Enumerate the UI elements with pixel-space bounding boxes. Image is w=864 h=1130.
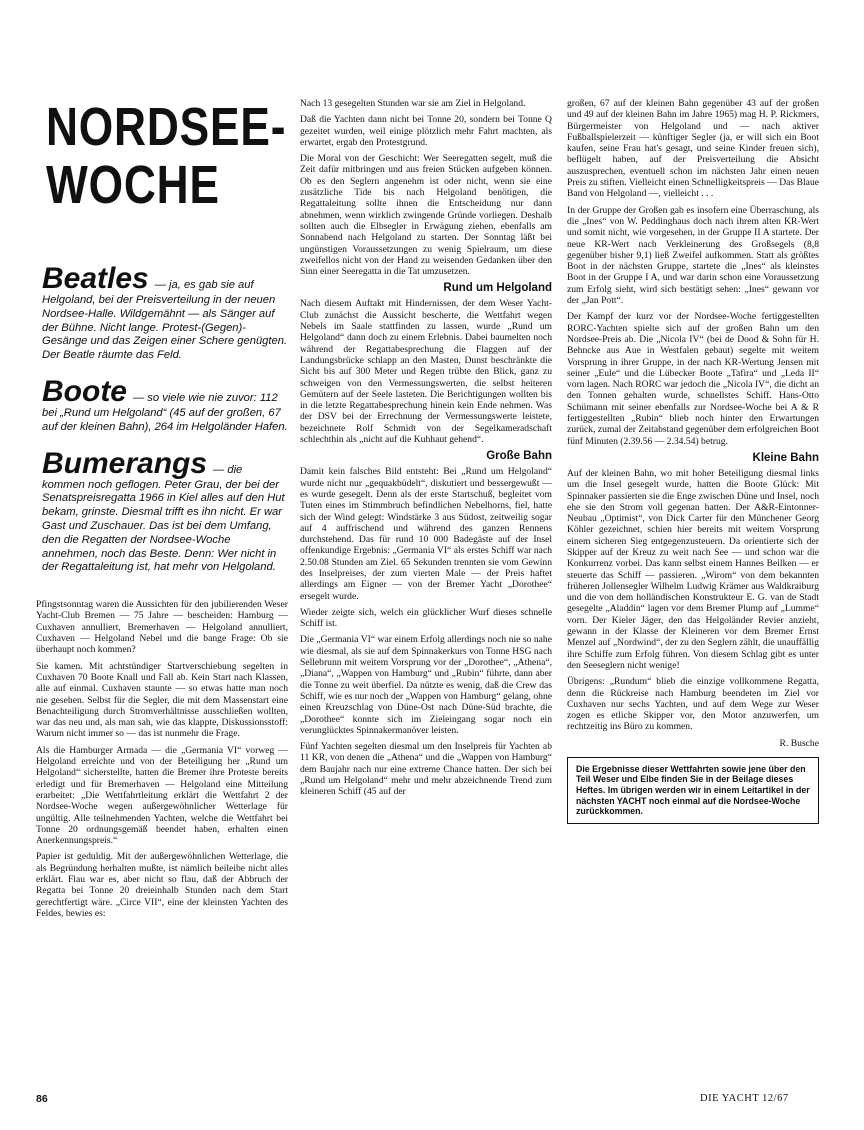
paragraph: Übrigens: „Rundum“ blieb die einzige vollkommene Regatta, denn die Rückreise nach Hamburg beendeten im Ziel vor Cuxhaven nur sechs Yachten, und auf dem Wege zur Weser zogen es etliche Skipper vor, den Motor anzuwerfen, um rechtzeitig ins Büro zu kommen. <box>567 676 819 733</box>
author-signature: R. Busche <box>779 737 819 749</box>
paragraph: Nach 13 gesegelten Stunden war sie am Ziel in Helgoland. <box>300 98 526 109</box>
brief-bumerangs <box>42 446 288 576</box>
brief-keyword: Bumerangs <box>42 446 208 480</box>
subhead-kleine-bahn: Kleine Bahn <box>752 451 819 464</box>
paragraph: Wieder zeigte sich, welch ein glücklicher Wurf dieses schnelle Schiff ist. <box>300 606 552 630</box>
paragraph: Der Kampf der kurz vor der Nordsee-Woche fertiggestellten RORC-Yachten spielte sich auf der großen Bahn um den Nordsee-Preis ab. Die „Nicola IV“ (bei de Dood & Sohn für H. Behncke aus Aue in Westfalen gebaut) segelte mit weitem Vorsprung in ihrer Gruppe, in der nach KR-Wertung Jensen mit seiner „Eule“ und die Lübecker Boote „Tafira“ und „Leda II“ vorn lagen. Nach RORC war jedoch die „Nicola IV“, die dicht an den Tonnen gehalten wurde, schnellstes Schiff. Hans-Otto Schümann mit seiner ebenfalls zur Nordsee-Woche bei A & R fertiggestellten „Rubin“ blieb noch hinter den Erwartungen zurück, zumal der Zeitabstand gegenüber dem erfolgreichen Boot fünf Minuten (2.39.56 — 2.34.54) betrug. <box>567 311 819 447</box>
paragraph: In der Gruppe der Großen gab es insofern eine Überraschung, als die „Ines“ von W. Peddinghaus doch nach ihrem alten KR-Wert und somit nicht, wie vorgesehen, in der Gruppe II A startete. Der neue KR-Wert nach Verkleinerung des Großsegels (8,8 gegenüber bisher 9,1) ließ Zweifel aufkommen. Statt als größtes Boot in der nächsten Gruppe, startete die „Ines“ als kleinstes Boot in der Gruppe I A, und war darin schon eine Voraussetzung zum Erfolg sieht, wird sich bestätigt sehen: „Ines“ gewann vor der „Jan Pott“. <box>567 204 819 307</box>
brief-text: — die kommen noch geflogen. Peter Grau, der bei der Senatspreisregatta 1966 in Kiel alles auf den Hut bekam, grinste. Diesmal trifft es ihn nicht. Er war Gast und Zuschauer. Das ist bei dem Umfang, den die Regatten der Nordsee-Woche annehmen, noch das Beste. Denn: Wer nicht in der Regattaleitung ist, hat mehr von Helgoland. <box>42 463 285 574</box>
paragraph: Auf der kleinen Bahn, wo mit hoher Beteiligung diesmal links um die Insel gesegelt wurde, hatten die Boote Glück: Mit Spinnaker passierten sie die Enge zwischen Düne und Insel, noch ehe sie den Strom voll gegenan hatten. Der A&R-Eintonner-Neubau „Optimist“, von Dick Carter für den Münchener Georg Köhler gezeichnet, schien hier bereits mit weitem Vorsprung einem sicheren Sieg entgegenzusteuern. Da orientierte sich der Skipper auf der Kreuz zu weit nach See — und schon war die Konkurrenz vorbei. Das kann selbst einem Hannes Beilken — er steuerte das Schiff — passieren. „Wirom“ von dem bekannten früheren Jollensegler Wilhelm Ludwig Krämer aus Waldkraiburg und die von dem holländischen Konstrukteur E. G. van de Stadt gesegelte „Aladdin“ lagen vor dem Bremer Plump auf „Lumme“ vorn. Der Kieler Jäger, den das Helgoländer Revier anzieht, gewann in der Klasse der Kleineren vor dem Bremer Ernst Menzel auf „Nordwind“, der zu den Seglern zählt, die unauffällig ihre Schiffe zum Erfolg führen. Von diesem Schlag gibt es unter den Seeseglern nicht wenige! <box>567 467 819 671</box>
paragraph: Als die Hamburger Armada — die „Germania VI“ vorweg — Helgoland erreichte und von der Beteiligung her „Rund um Helgoland“ sicherstellte, hatten die Bremer ihre Proteste bereits erledigt und für Bremerhaven — Helgoland eine Mitteilung erarbeitet: „Die Wettfahrtleitung erklärt die Wettfahrt 2 der Nordsee-Woche wegen außergewöhnlicher Wetterlage für ungültig. Alle teilnehmenden Yachten, welche die Wettfahrt bei Tonne 20 ordnungsgemäß beendet haben, erhalten einen Anerkennungspreis.“ <box>36 744 288 847</box>
paragraph: Fünf Yachten segelten diesmal um den Inselpreis für Yachten ab 11 KR, von denen die „Athena“ und die „Wappen von Hamburg“ dem Baujahr nach nur eine extreme Chance hatten. Der sich bei „Rund um Helgoland“ mehr und mehr abzeichnende Trend zum kleineren Schiff (45 auf der <box>300 741 552 798</box>
brief-beatles <box>42 264 288 363</box>
paragraph: Papier ist geduldig. Mit der außergewöhnlichen Wetterlage, die als Begründung herhalten mußte, ist nämlich beileibe nicht alles erklärt. Flau war es, aber nicht so flau, daß der Abbruch der Regatta bei Tonne 20 dreieinhalb Stunden nach dem Start gerechtfertigt wäre. „Circe VII“, eine der kleinsten Yachten des Feldes, bewies es: <box>36 851 288 919</box>
paragraph: Die „Germania VI“ war einem Erfolg allerdings noch nie so nahe wie diesmal, als sie auf dem Spinnakerkurs von Tonne HSG nach Sellebrunn mit weitem Vorsprung vor der „Dorothee“, „Athena“, „Diana“, „Wappen von Hamburg“ und „Rubin“ führte, dann aber die Tonne zu weit überfiel. Da nützte es wenig, daß die Crew das Schiff, wie es nur noch der „Wappen von Hamburg“ gelang, ohne einen Kreuzschlag von Düne-Ost nach Düne-Süd brachte, die „Dorothee“ konnte sich im Zieleingang sogar noch ein verunglücktes Spinnakermanöver leisten. <box>300 634 552 736</box>
paragraph: Damit kein falsches Bild entsteht: Bei „Rund um Helgoland“ wurde nicht nur „gequakbüdelt“, diskutiert und bessergewußt — es wurde gesegelt. Denn als der erste Startschuß, begleitet vom Tuten eines im Stimmbruch befindlichen Nebelhorns, fiel, hatte sich der Wind gelegt: Windstärke 3 aus Südost, zeitweilig sogar auf 4 auffrischend und während des ganzen Rennens durchstehend. Das für rund 10 000 Badegäste auf der Insel offenkundige Ergebnis: „Germania VI“ als erstes Schiff war nach 2.50.08 Stunden am Ziel. 65 Sekunden trennten sie vom Gewinn des Inselpreises, der zum vierten Male — der Preis haftet allerdings am Eigner — von der Bremer Yacht „Dorothee“ ersegelt wurde. <box>300 466 552 602</box>
paragraph: Sie kamen. Mit achtstündiger Startverschiebung segelten in Cuxhaven 70 Boote Knall und Fall ab. Kein Start nach Klassen, alle auf einmal. Cuxhaven staunte — so etwas hatte man noch nie gesehen. Selbst für die Segler, die mit dem Massenstart eine Benachteiligung durch Stromverhältnisse ausschließen wollten, war das neu und, als man sah, wie das klappte, Diskussionsstoff: Warum nicht immer so — das ist nunmehr die Frage. <box>36 660 288 740</box>
right-column <box>567 98 819 824</box>
results-notice-box: Die Ergebnisse dieser Wettfahrten sowie jene über den Teil Weser und Elbe finden Sie in der Beilage dieses Heftes. Im übrigen werden wir in einem Leitartikel in der nächsten YACHT noch einmal auf die Nordsee-Woche zurückkommen. <box>567 757 819 824</box>
paragraph: Daß die Yachten dann nicht bei Tonne 20, sondern bei Tonne Q gezeitet wurden, weil einige plötzlich mehr Fahrt machten, als erwartet, ergab den Protestgrund. <box>300 114 552 148</box>
article-title-line-2: WOCHE <box>46 155 220 215</box>
article-title-line-1: NORDSEE- <box>46 97 287 157</box>
middle-column <box>300 98 552 803</box>
paragraph: Die Moral von der Geschicht: Wer Seeregatten segelt, muß die Zeit dafür mitbringen und aus freien Stücken aufgeben können. Ob es den Seglern angenehm ist oder nicht, wenn sie eine zusätzliche Tide bis nach Helgoland benötigen, die Regattaleitung sollte ihnen die Entscheidung nur dann abnehmen, wenn wirklich zwingende Gründe vorliegen. Deshalb sollten auch die Elbsegler in Erwägung ziehen, ebenfalls am Sonnabend nach Helgoland zu starten. Der Sonntag läßt bei ungünstigen Voraussetzungen zu wenig Spielraum, um diese zweifellos nicht von der Hand zu weisenden Gedanken über den Sinn einer Seeregatta in die Tat umzusetzen. <box>300 153 552 278</box>
left-body-text <box>36 599 288 919</box>
article-title <box>46 97 287 215</box>
brief-boote <box>42 374 288 435</box>
left-column <box>36 98 288 924</box>
paragraph: großen, 67 auf der kleinen Bahn gegenüber 43 auf der großen und 49 auf der kleinen Bahn im Jahre 1965) mag H. P. Rickmers, Bürgermeister von Helgoland und — nach aktiver Fußballspielerzeit — künftiger Segler (ja, er will sich ein Boot kaufen, seine Frau hat's gesagt, und seine Kinder freuen sich), beflügelt haben, auf der Preisverteilung die Absicht auszusprechen, eventuell schon im nächsten Jahr einen neuen Preis zu stiften. Vielleicht einen Schnelligkeitspreis — Das Blaue Band von Helgoland —, vielleicht . . . <box>567 98 819 200</box>
magazine-issue: DIE YACHT 12/67 <box>700 1093 789 1104</box>
brief-text: — ja, es gab sie auf Helgoland, bei der Preisverteilung in der neuen Nordsee-Halle. Wildgemähnt — als Sänger auf der Bühne. Nicht lange. Protest-(Gegen)-Gesänge und das Zeigen einer Schere genügten. Der Beatle räumte das Feld. <box>42 279 288 362</box>
paragraph: Nach diesem Auftakt mit Hindernissen, der dem Weser Yacht-Club zunächst die Aussicht bescherte, die Wettfahrt wegen Nebels im Saale stattfinden zu lassen, wurde „Rund um Helgoland“ dann doch zu einem Erlebnis. Dabei baumelten noch während der Regattabesprechung die Flaggen auf der Landungsbrücke schlapp an den Masten, Dunst beschränkte die Sicht bis auf 300 Meter und Regen trübte den Blick, ganz zu schweigen von den Vermessungswerten, die selbst heiteren Gemütern auf der Seele lasteten. Die Berichtigungen wollten bis in die letzte Regattabesprechung hinein kein Ende nehmen. Was der DSV bei der Errechnung der Vermessungswerte leistete, bezeichnete Rolf Schmidt von der Segelkameradschaft schlechthin als „nicht auf die Kuhhaut gehend“. <box>300 298 552 446</box>
brief-keyword: Boote <box>42 374 127 408</box>
brief-keyword: Beatles <box>42 262 149 295</box>
brief-text: — so viele wie nie zuvor: 112 bei „Rund um Helgoland“ (45 auf der großen, 67 auf der kleinen Bahn), 264 im Helgoländer Hafen. <box>42 391 288 433</box>
page-number: 86 <box>36 1093 48 1105</box>
subhead-grosse-bahn: Große Bahn <box>486 450 552 463</box>
title-spacer <box>36 214 288 264</box>
paragraph: Pfingstsonntag waren die Aussichten für den jubilierenden Weser Yacht-Club Bremen — 75 Jahre — bescheiden: Hamburg — Cuxhaven annulliert, Bremerhaven — Helgoland annulliert, Cuxhaven — Helgoland Nebel und die bange Frage: Ob sie überhaupt noch kommen? <box>36 599 288 656</box>
subhead-rund-um-helgoland: Rund um Helgoland <box>443 282 552 295</box>
